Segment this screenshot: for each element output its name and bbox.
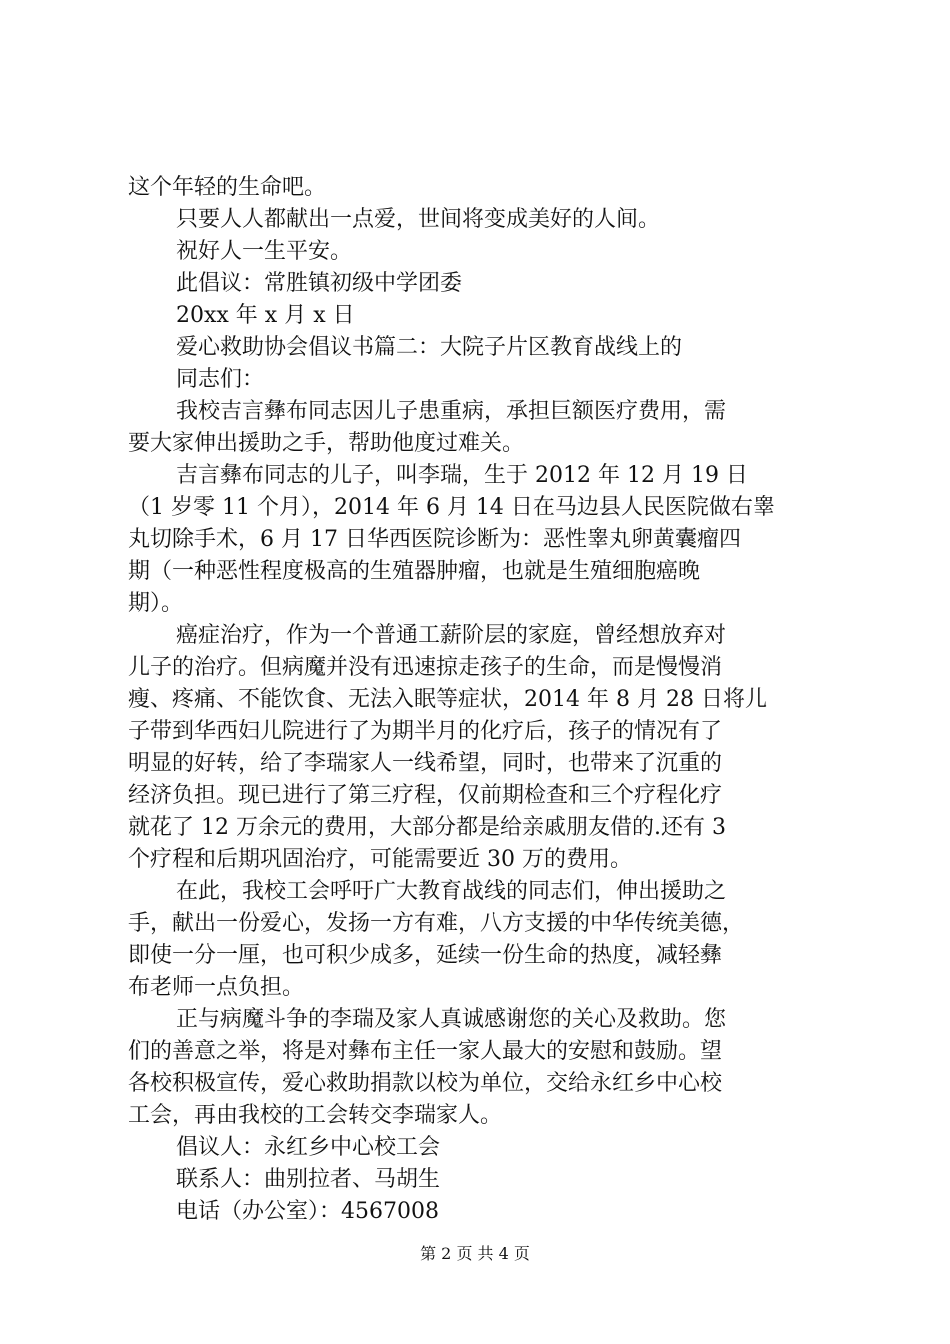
text-line: 20xx 年 x 月 x 日 [176,303,355,328]
text-line: 明显的好转，给了李瑞家人一线希望，同时，也带来了沉重的 [128,751,723,776]
text-line: 祝好人一生平安。 [176,239,353,264]
text-line: 手，献出一份爱心，发扬一方有难，八方支援的中华传统美德， [128,911,745,936]
text-line: 工会，再由我校的工会转交李瑞家人。 [128,1103,503,1128]
text-line: 丸切除手术，6 月 17 日华西医院诊断为：恶性睾丸卵黄囊瘤四 [128,527,741,552]
text-line: 要大家伸出援助之手，帮助他度过难关。 [128,431,525,456]
text-line: 个疗程和后期巩固治疗，可能需要近 30 万的费用。 [128,847,632,872]
text-line: 期）。 [128,591,184,616]
text-line: 电话（办公室）：4567008 [176,1199,439,1224]
text-line: 此倡议：常胜镇初级中学团委 [176,271,463,296]
text-line: 我校吉言彝布同志因儿子患重病，承担巨额医疗费用，需 [176,399,727,424]
text-line: （1 岁零 11 个月），2014 年 6 月 14 日在马边县人民医院做右睾 [128,495,775,520]
text-line: 只要人人都献出一点爱，世间将变成美好的人间。 [176,207,661,232]
text-line: 瘦、疼痛、不能饮食、无法入眠等症状，2014 年 8 月 28 日将儿 [128,687,767,712]
text-line: 倡议人：永红乡中心校工会 [176,1135,441,1160]
text-line: 在此，我校工会呼吁广大教育战线的同志们，伸出援助之 [176,879,727,904]
document-body [128,172,832,1228]
text-line: 期（一种恶性程度极高的生殖器肿瘤，也就是生殖细胞癌晚 [128,559,701,584]
text-line: 儿子的治疗。但病魔并没有迅速掠走孩子的生命，而是慢慢消 [128,655,723,680]
page-number-footer: 第 2 页 共 4 页 [420,1244,530,1263]
text-line: 正与病魔斗争的李瑞及家人真诚感谢您的关心及救助。您 [176,1007,727,1032]
text-line: 爱心救助协会倡议书篇二：大院子片区教育战线上的 [176,335,683,360]
text-line: 们的善意之举，将是对彝布主任一家人最大的安慰和鼓励。望 [128,1039,723,1064]
text-line: 同志们： [176,367,265,392]
text-line: 子带到华西妇儿院进行了为期半月的化疗后，孩子的情况有了 [128,719,723,744]
text-line: 经济负担。现已进行了第三疗程，仅前期检查和三个疗程化疗 [128,783,723,808]
text-line: 布老师一点负担。 [128,975,305,1000]
text-line: 这个年轻的生命吧。 [128,175,327,200]
text-line: 吉言彝布同志的儿子，叫李瑞，生于 2012 年 12 月 19 日 [176,463,748,488]
text-line: 各校积极宣传，爱心救助捐款以校为单位，交给永红乡中心校 [128,1071,723,1096]
text-line: 就花了 12 万余元的费用，大部分都是给亲戚朋友借的.还有 3 [128,815,726,840]
text-line: 即使一分一厘，也可积少成多，延续一份生命的热度，减轻彝 [128,943,723,968]
text-line: 癌症治疗，作为一个普通工薪阶层的家庭，曾经想放弃对 [176,623,727,648]
text-line: 联系人：曲别拉者、马胡生 [176,1167,441,1192]
